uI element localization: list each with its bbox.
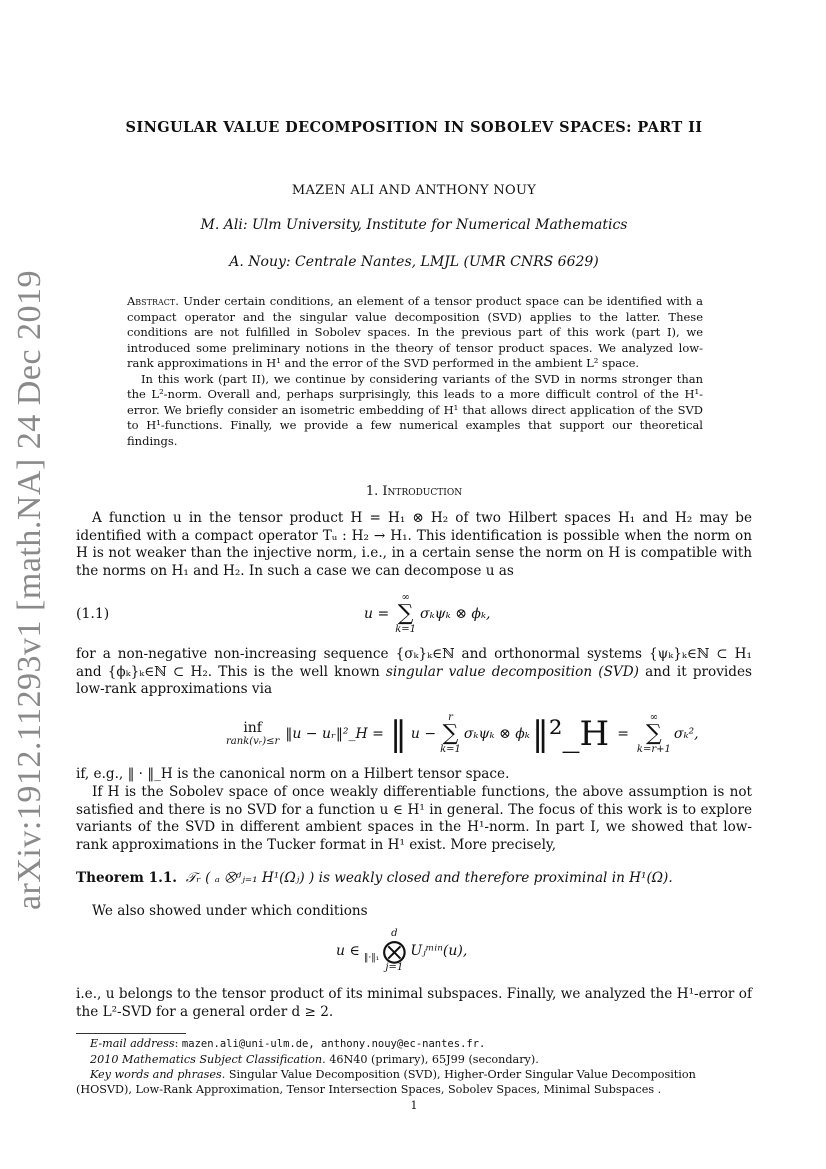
- equation-tensor: u ∈ ‖·‖₁ d ⨂ j=1 Uⱼᵐⁱⁿ(u),: [336, 928, 468, 973]
- theorem-text: is weakly closed and therefore proximinal in H¹(Ω).: [318, 870, 673, 886]
- abstract-label: Abstract.: [127, 294, 179, 308]
- tensor-product-operator: d ⨂ j=1: [382, 928, 407, 973]
- theorem-formula: 𝒯ᵣ ( ₐ ⨂ᵈⱼ₌₁ H¹(Ωⱼ) ): [185, 870, 315, 886]
- intro-paragraph-4: If H is the Sobolev space of once weakly differentiable functions, the above assumption is not satisfied and there is no SVD for a function u ∈ H¹ in general. The focus of this work is to explore variants of the SVD in different ambient spaces in the H¹-norm. In part I, we showed that low-rank approximations in the Tucker format in H¹ exist. More precisely,: [76, 784, 752, 853]
- sum-operator: r ∑ k=1: [440, 712, 461, 755]
- authors: MAZEN ALI AND ANTHONY NOUY: [291, 183, 537, 198]
- abstract: [127, 294, 703, 449]
- equation-1-1: [76, 590, 752, 638]
- intro-paragraph-2: for a non-negative non-increasing sequence {σₖ}ₖ∈ℕ and orthonormal systems {ψₖ}ₖ∈ℕ ⊂ H₁ and {ϕₖ}ₖ∈ℕ ⊂ H₂. This is the well known singular value decomposition (SVD) and it provides low-rank approximations via: [76, 646, 752, 697]
- arxiv-watermark: arXiv:1912.11293v1 [math.NA] 24 Dec 2019: [11, 269, 49, 911]
- intro-paragraph-1: A function u in the tensor product H = H₁ ⊗ H₂ of two Hilbert spaces H₁ and H₂ may be identified with a compact operator Tᵤ : H₂ → H₁. This identification is possible when the norm on H is not weaker than the injective norm, i.e., in a certain sense the norm on H is compatible with the norms on H₁ and H₂. In such a case we can decompose u as: [76, 510, 752, 579]
- sum-operator-2: ∞ ∑ k=r+1: [636, 712, 671, 755]
- theorem-1-1: [76, 870, 752, 888]
- theorem-label: Theorem 1.1.: [76, 870, 178, 886]
- intro-paragraph-5: We also showed under which conditions: [92, 903, 368, 919]
- footnote-rule: [76, 1033, 186, 1034]
- eq-lhs: u =: [364, 606, 390, 622]
- inf-operator: inf rank(vᵣ)≤r: [226, 719, 280, 748]
- equation-number: (1.1): [76, 606, 110, 622]
- sum-operator: ∞ ∑ k=1: [395, 592, 417, 635]
- eq-rhs: σₖψₖ ⊗ ϕₖ,: [420, 606, 491, 622]
- intro-paragraph-3: if, e.g., ‖ · ‖_H is the canonical norm on a Hilbert tensor space.: [76, 766, 510, 782]
- equation-infimum: inf rank(vᵣ)≤r ‖u − uᵣ‖²_H = ‖ u − r ∑ k=1 σₖψₖ ⊗ ϕₖ ‖²_H = ∞ ∑ k=r+1 σₖ²,: [226, 712, 699, 755]
- affiliation-2: A. Nouy: Centrale Nantes, LMJL (UMR CNRS 6629): [229, 254, 599, 270]
- section-heading: 1. Introduction: [365, 484, 463, 499]
- footnote-msc: 2010 Mathematics Subject Classification. 46N40 (primary), 65J99 (secondary).: [90, 1053, 539, 1066]
- abstract-paragraph-1: Under certain conditions, an element of a tensor product space can be identified with a compact operator and the singular value decomposition (SVD) applies to the latter. These conditions are not fulfilled in Sobolev spaces. In the previous part of this work (part I), we introduced some preliminary notions in the theory of tensor product spaces. We analyzed low-rank approximations in H¹ and the error of the SVD performed in the ambient L² space.: [127, 294, 703, 370]
- svd-emphasis: singular value decomposition (SVD): [385, 663, 639, 680]
- footnote-keywords: Key words and phrases. Singular Value Decomposition (SVD), Higher-Order Singular Value Decomposition (HOSVD), Low-Rank Approximation, Tensor Intersection Spaces, Sobolev Spaces, Minimal Subspaces .: [76, 1068, 696, 1096]
- email-addresses: mazen.ali@uni-ulm.de, anthony.nouy@ec-nantes.fr.: [181, 1038, 486, 1050]
- abstract-paragraph-2: In this work (part II), we continue by considering variants of the SVD in norms stronger than the L²-norm. Overall and, perhaps surprisingly, this leads to a more difficult control of the H¹-error. We briefly consider an isometric embedding of H¹ that allows direct application of the SVD to H¹-functions. Finally, we provide a few numerical examples that support our theoretical findings.: [127, 371, 703, 448]
- affiliation-1: M. Ali: Ulm University, Institute for Numerical Mathematics: [200, 217, 628, 233]
- footnote-email: E-mail address: mazen.ali@uni-ulm.de, anthony.nouy@ec-nantes.fr.: [90, 1037, 486, 1050]
- page-number: 1: [410, 1099, 418, 1112]
- intro-paragraph-6: i.e., u belongs to the tensor product of its minimal subspaces. Finally, we analyzed the H¹-error of the L²-SVD for a general order d ≥ 2.: [76, 986, 752, 1020]
- paper-title: SINGULAR VALUE DECOMPOSITION IN SOBOLEV SPACES: PART II: [125, 119, 703, 136]
- footnotes: [76, 1036, 752, 1097]
